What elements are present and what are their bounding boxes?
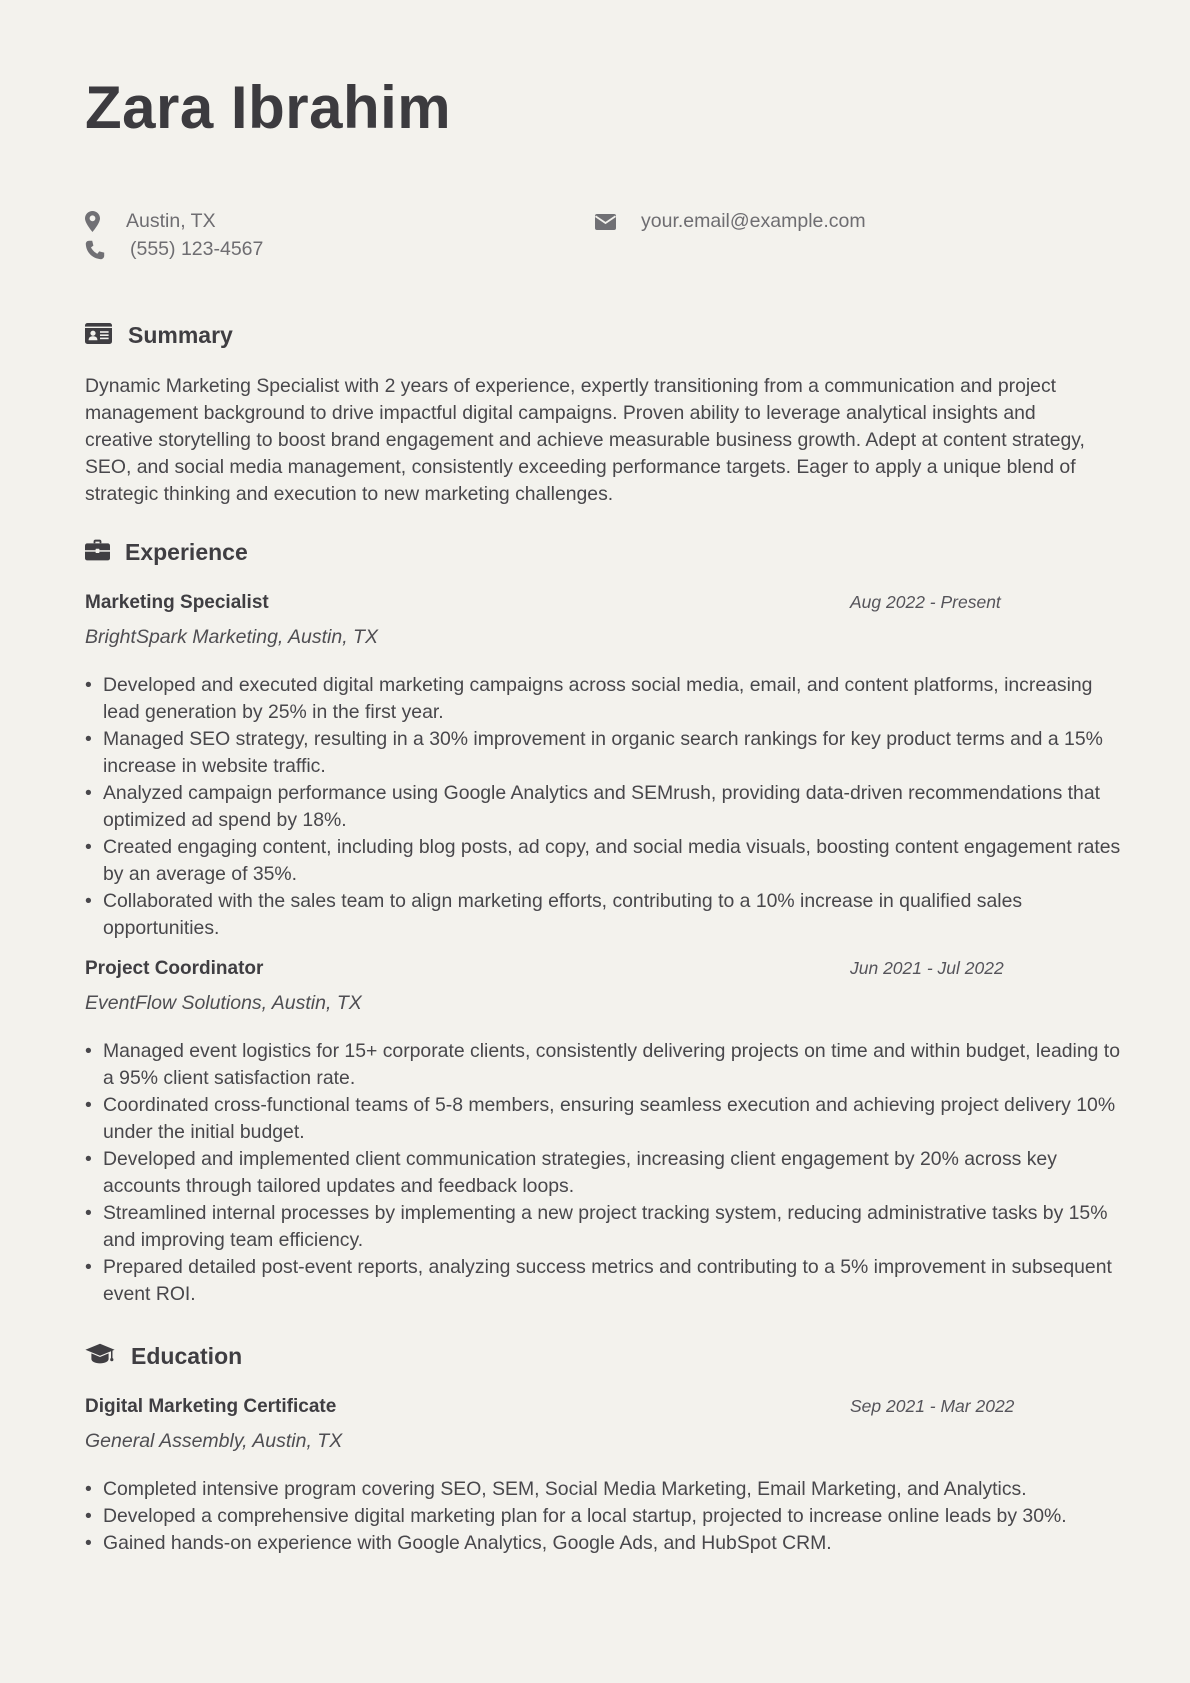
location-text: Austin, TX — [126, 210, 216, 232]
list-item: • Created engaging content, including blog posts, ad copy, and social media visuals, boosting content engagement rates by an average of 35%. — [103, 834, 1123, 888]
contact-email — [595, 210, 866, 233]
job-bullet-list — [85, 672, 1123, 942]
envelope-icon — [595, 214, 617, 230]
list-item: • Developed a comprehensive digital marketing plan for a local startup, projected to increase online leads by 30%. — [103, 1503, 1123, 1530]
job-dates: Jun 2021 - Jul 2022 — [850, 958, 1004, 978]
education-title: Digital Marketing Certificate — [85, 1396, 337, 1417]
phone-icon — [85, 240, 105, 260]
phone-text: (555) 123-4567 — [130, 238, 264, 260]
list-item: • Streamlined internal processes by implementing a new project tracking system, reducing administrative tasks by 15% and improving team efficiency. — [103, 1200, 1123, 1254]
job-dates: Aug 2022 - Present — [850, 592, 1001, 612]
education-section-heading — [85, 1343, 242, 1370]
education-institution: General Assembly, Austin, TX — [85, 1430, 343, 1452]
map-marker-icon — [85, 211, 105, 232]
id-card-icon — [85, 323, 113, 349]
list-item: • Developed and implemented client communication strategies, increasing client engagement by 20% across key accounts through tailored updates and feedback loops. — [103, 1146, 1123, 1200]
list-item: • Developed and executed digital marketing campaigns across social media, email, and content platforms, increasing lead generation by 25% in the first year. — [103, 672, 1123, 726]
email-link[interactable]: your.email@example.com — [641, 210, 866, 232]
summary-heading: Summary — [128, 322, 233, 348]
education-heading: Education — [131, 1343, 243, 1369]
experience-section-heading — [85, 539, 248, 566]
job-title: Marketing Specialist — [85, 592, 269, 613]
briefcase-icon — [85, 539, 111, 566]
job-company: EventFlow Solutions, Austin, TX — [85, 992, 362, 1014]
list-item: • Managed SEO strategy, resulting in a 30% improvement in organic search rankings for key product terms and a 15% increase in website traffic. — [103, 726, 1123, 780]
list-item: • Collaborated with the sales team to align marketing efforts, contributing to a 10% increase in qualified sales opportunities. — [103, 888, 1123, 942]
education-dates: Sep 2021 - Mar 2022 — [850, 1396, 1015, 1416]
summary-text: Dynamic Marketing Specialist with 2 years of experience, expertly transitioning from a communication and project management background to drive impactful digital campaigns. Proven ability to leverage analytical insights and creative storytelling to boost brand engagement and achieve measurable business growth. Adept at content strategy, SEO, and social media management, consistently exceeding performance targets. Eager to apply a unique blend of strategic thinking and execution to new marketing challenges. — [85, 375, 1085, 505]
experience-heading: Experience — [125, 539, 248, 565]
list-item: • Analyzed campaign performance using Google Analytics and SEMrush, providing data-driven recommendations that optimized ad spend by 18%. — [103, 780, 1123, 834]
candidate-name: Zara Ibrahim — [85, 74, 452, 141]
job-company: BrightSpark Marketing, Austin, TX — [85, 626, 378, 648]
list-item: • Managed event logistics for 15+ corporate clients, consistently delivering projects on time and within budget, leading to a 95% client satisfaction rate. — [103, 1038, 1123, 1092]
contact-location — [85, 210, 216, 233]
summary-section-heading — [85, 322, 233, 349]
list-item: • Prepared detailed post-event reports, analyzing success metrics and contributing to a 5% improvement in subsequent event ROI. — [103, 1254, 1123, 1308]
list-item: • Coordinated cross-functional teams of 5-8 members, ensuring seamless execution and achieving project delivery 10% under the initial budget. — [103, 1092, 1123, 1146]
list-item: • Completed intensive program covering SEO, SEM, Social Media Marketing, Email Marketing, and Analytics. — [103, 1476, 1123, 1503]
graduation-cap-icon — [85, 1343, 115, 1370]
job-title: Project Coordinator — [85, 958, 264, 979]
education-bullet-list — [85, 1476, 1123, 1557]
list-item: • Gained hands-on experience with Google Analytics, Google Ads, and HubSpot CRM. — [103, 1530, 1123, 1557]
job-bullet-list — [85, 1038, 1123, 1308]
contact-phone — [85, 238, 263, 261]
